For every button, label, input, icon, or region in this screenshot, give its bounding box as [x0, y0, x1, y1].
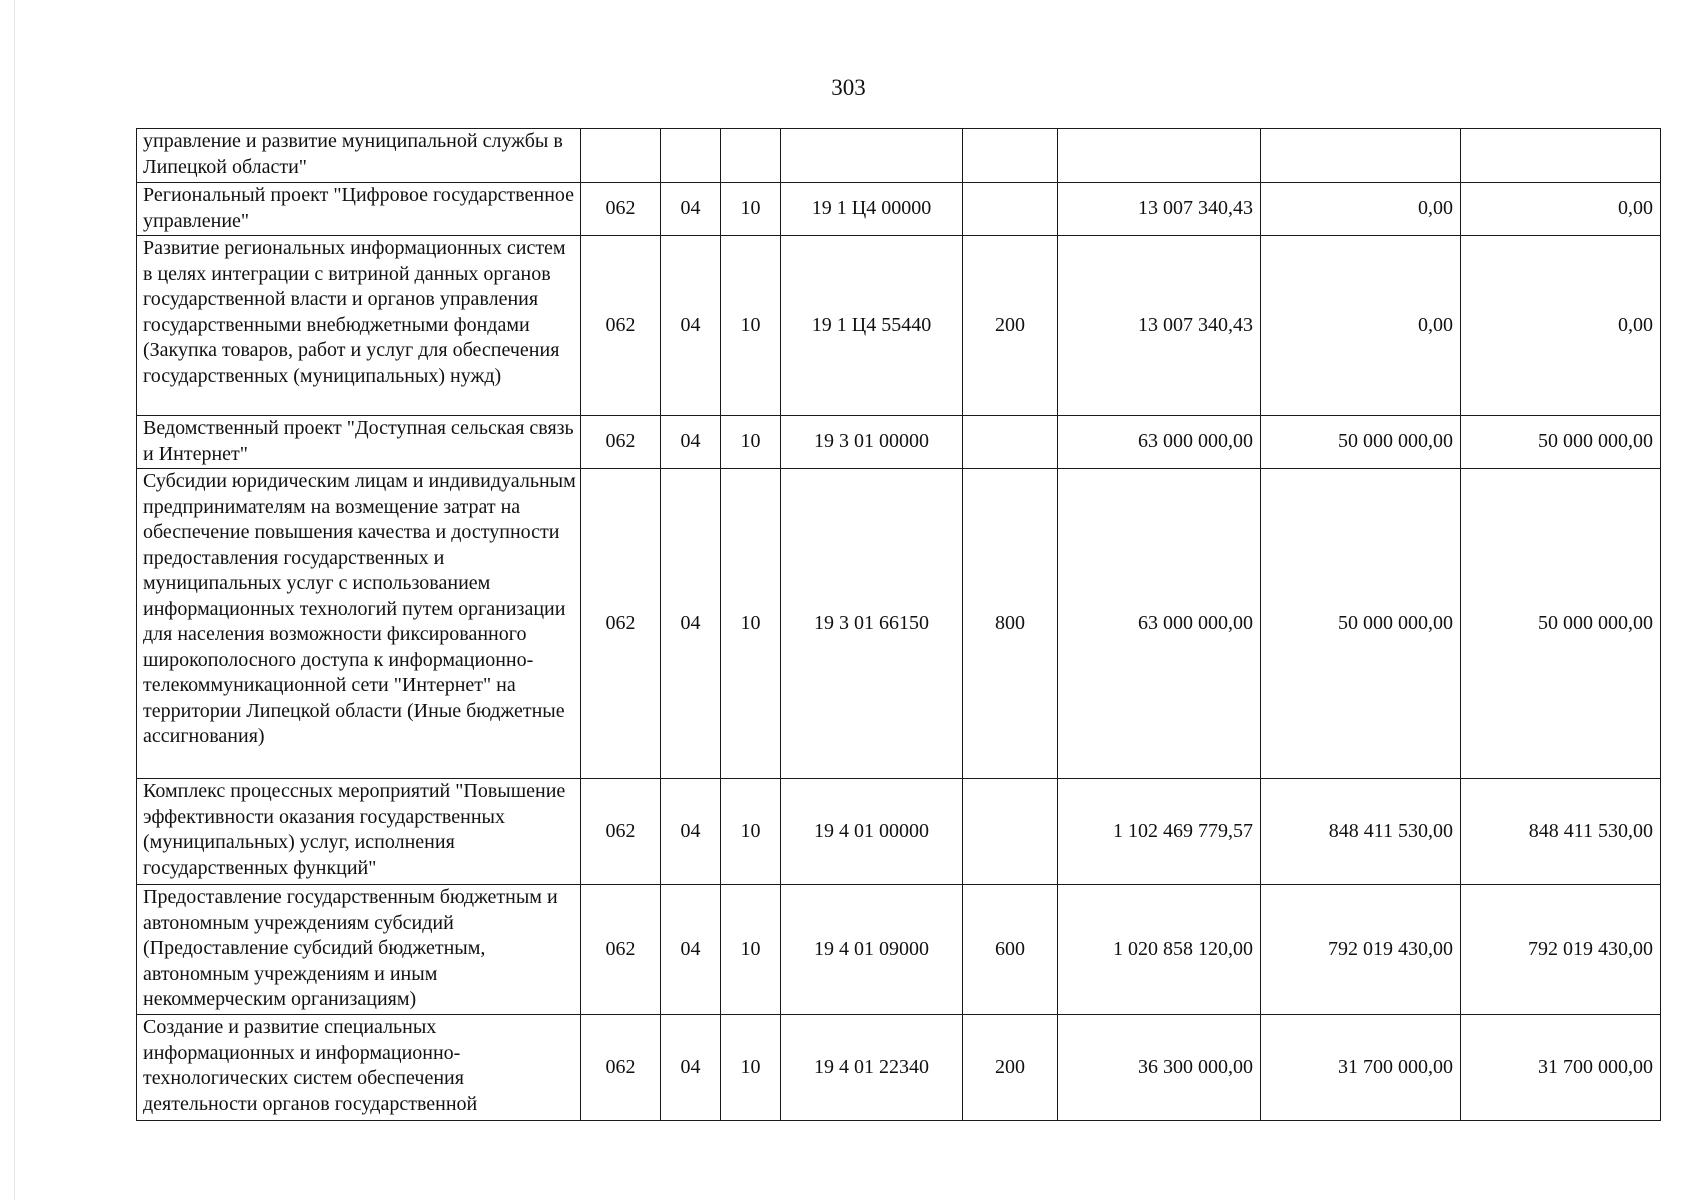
cell-name: Развитие региональных информационных систем в целях интеграции с витриной данных органов государственной власти и органов управления государственными внебюджетными фондами (Закупка товаров, работ и услуг для обеспечения государственных (муниципальных) нужд): [137, 236, 581, 416]
cell-section: 04: [661, 1015, 721, 1121]
cell-sum-1: 1 020 858 120,00: [1058, 885, 1261, 1015]
cell-target-article: 19 4 01 09000: [781, 885, 963, 1015]
table-row: [137, 129, 1661, 183]
cell-ministry: 062: [581, 469, 661, 779]
table-row: [137, 183, 1661, 236]
cell-target-article: 19 1 Ц4 00000: [781, 183, 963, 236]
cell-sum-3: 848 411 530,00: [1461, 779, 1661, 885]
cell-ministry: [581, 129, 661, 183]
cell-ministry: 062: [581, 183, 661, 236]
cell-section: 04: [661, 885, 721, 1015]
cell-expense-type: 200: [963, 236, 1058, 416]
cell-ministry: 062: [581, 885, 661, 1015]
table-row: [137, 236, 1661, 416]
cell-subsection: 10: [721, 885, 781, 1015]
budget-table: [136, 128, 1661, 1121]
scan-edge-line: [14, 0, 15, 1200]
cell-expense-type: [963, 779, 1058, 885]
cell-target-article: 19 1 Ц4 55440: [781, 236, 963, 416]
cell-subsection: 10: [721, 779, 781, 885]
cell-sum-3: 0,00: [1461, 183, 1661, 236]
cell-sum-1: 13 007 340,43: [1058, 183, 1261, 236]
cell-name: Комплекс процессных мероприятий "Повышение эффективности оказания государственных (муниципальных) услуг, исполнения государственных функций": [137, 779, 581, 885]
cell-sum-2: 50 000 000,00: [1261, 416, 1461, 469]
cell-subsection: 10: [721, 1015, 781, 1121]
cell-expense-type: 800: [963, 469, 1058, 779]
cell-sum-1: 1 102 469 779,57: [1058, 779, 1261, 885]
cell-name: Предоставление государственным бюджетным и автономным учреждениям субсидий (Предоставление субсидий бюджетным, автономным учреждениям и иным некоммерческим организациям): [137, 885, 581, 1015]
table-row: [137, 416, 1661, 469]
cell-section: 04: [661, 416, 721, 469]
cell-subsection: 10: [721, 416, 781, 469]
page-number: 303: [831, 75, 866, 100]
cell-sum-2: 0,00: [1261, 183, 1461, 236]
cell-sum-3: 50 000 000,00: [1461, 416, 1661, 469]
cell-subsection: 10: [721, 183, 781, 236]
table-row: [137, 1015, 1661, 1121]
cell-target-article: 19 3 01 00000: [781, 416, 963, 469]
cell-sum-1: 36 300 000,00: [1058, 1015, 1261, 1121]
cell-sum-3: 31 700 000,00: [1461, 1015, 1661, 1121]
cell-ministry: 062: [581, 779, 661, 885]
cell-name: Ведомственный проект "Доступная сельская связь и Интернет": [137, 416, 581, 469]
cell-target-article: 19 3 01 66150: [781, 469, 963, 779]
cell-sum-3: 50 000 000,00: [1461, 469, 1661, 779]
cell-sum-3: 0,00: [1461, 236, 1661, 416]
cell-sum-1: [1058, 129, 1261, 183]
cell-sum-1: 63 000 000,00: [1058, 416, 1261, 469]
cell-target-article: [781, 129, 963, 183]
cell-sum-2: 0,00: [1261, 236, 1461, 416]
cell-subsection: 10: [721, 236, 781, 416]
cell-expense-type: 200: [963, 1015, 1058, 1121]
cell-section: 04: [661, 183, 721, 236]
cell-expense-type: [963, 183, 1058, 236]
cell-expense-type: [963, 129, 1058, 183]
cell-ministry: 062: [581, 1015, 661, 1121]
cell-section: 04: [661, 236, 721, 416]
cell-sum-3: 792 019 430,00: [1461, 885, 1661, 1015]
cell-subsection: 10: [721, 469, 781, 779]
cell-target-article: 19 4 01 22340: [781, 1015, 963, 1121]
cell-expense-type: 600: [963, 885, 1058, 1015]
cell-sum-1: 63 000 000,00: [1058, 469, 1261, 779]
cell-section: 04: [661, 779, 721, 885]
cell-sum-2: 31 700 000,00: [1261, 1015, 1461, 1121]
cell-section: 04: [661, 469, 721, 779]
cell-expense-type: [963, 416, 1058, 469]
cell-sum-2: 848 411 530,00: [1261, 779, 1461, 885]
cell-name: Субсидии юридическим лицам и индивидуальным предпринимателям на возмещение затрат на обеспечение повышения качества и доступности предоставления государственных и муниципальных услуг с использованием информационных технологий путем организации для населения возможности фиксированного широкополосного доступа к информационно-телекоммуникационной сети "Интернет" на территории Липецкой области (Иные бюджетные ассигнования): [137, 469, 581, 779]
table-row: [137, 469, 1661, 779]
cell-sum-2: 50 000 000,00: [1261, 469, 1461, 779]
cell-section: [661, 129, 721, 183]
cell-name: Региональный проект "Цифровое государственное управление": [137, 183, 581, 236]
table-row: [137, 779, 1661, 885]
table-row: [137, 885, 1661, 1015]
cell-name: управление и развитие муниципальной службы в Липецкой области": [137, 129, 581, 183]
cell-sum-2: [1261, 129, 1461, 183]
cell-sum-2: 792 019 430,00: [1261, 885, 1461, 1015]
cell-ministry: 062: [581, 416, 661, 469]
cell-sum-3: [1461, 129, 1661, 183]
cell-sum-1: 13 007 340,43: [1058, 236, 1261, 416]
cell-ministry: 062: [581, 236, 661, 416]
cell-subsection: [721, 129, 781, 183]
cell-name: Создание и развитие специальных информационных и информационно-технологических систем обеспечения деятельности органов государственной: [137, 1015, 581, 1121]
cell-target-article: 19 4 01 00000: [781, 779, 963, 885]
